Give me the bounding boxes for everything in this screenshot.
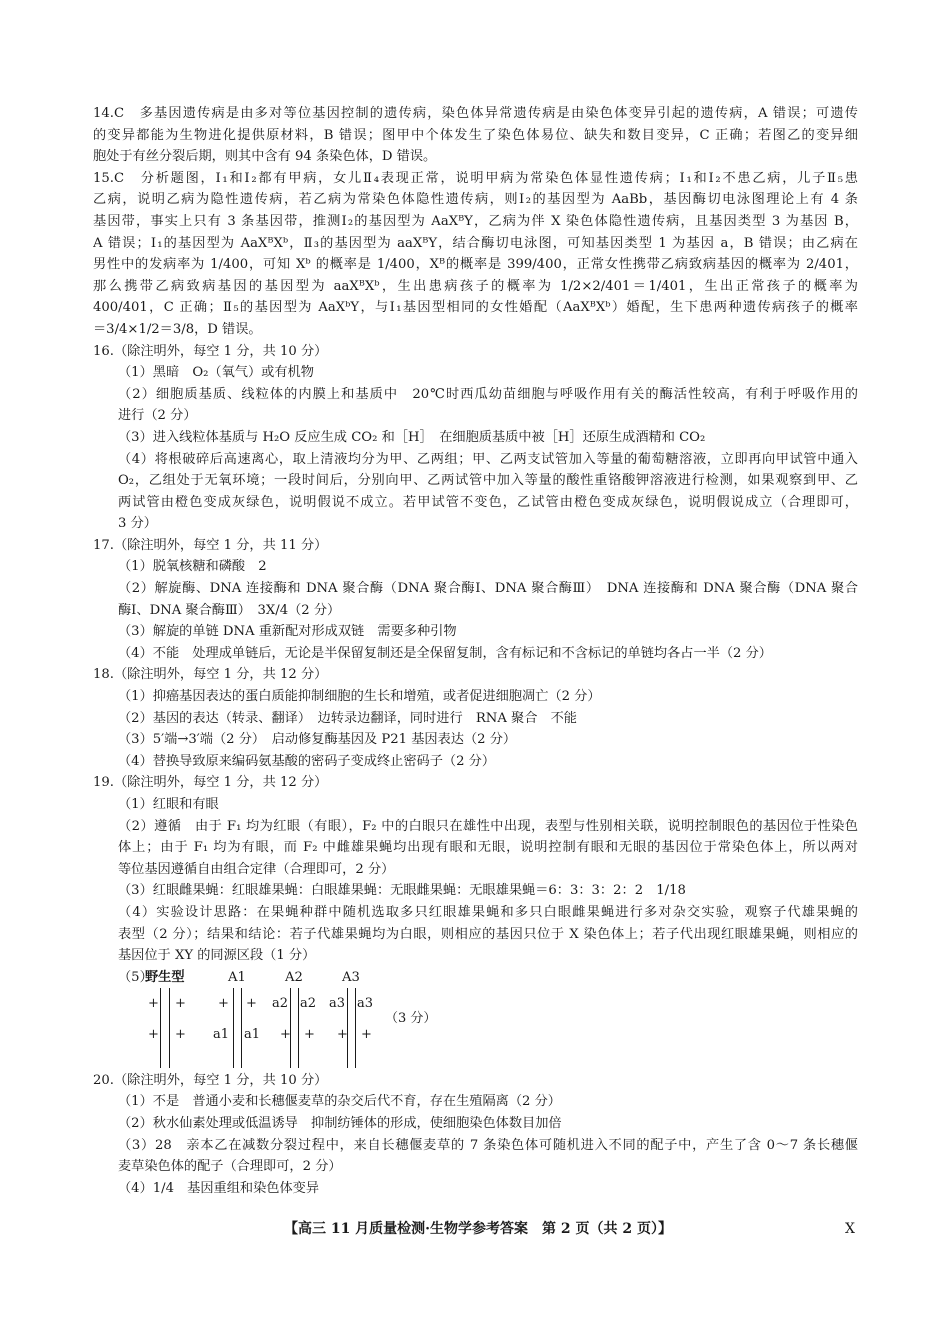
q19-item-5-number: （5） — [118, 969, 153, 985]
q15-line-1: 15.C 分析题图，Ⅰ₁和Ⅰ₂都有甲病，女儿Ⅱ₄表现正常，说明甲病为常染色体显性遗传病；Ⅰ₁和Ⅰ₂不患乙病，儿子Ⅱ₅患 — [93, 170, 858, 186]
q20-item-3: （3）28 亲本乙在减数分裂过程中，来自长穗偃麦草的 7 条染色体可随机进入不同的配子中，产生了含 0～7 条长穗偃 — [118, 1137, 858, 1153]
q19-item-2: （2）遵循 由于 F₁ 均为红眼（有眼），F₂ 中的白眼只在雄性中出现，表型与性别相关联，说明控制眼色的基因位于性染色 — [118, 818, 858, 834]
chromosome-line-wild-left — [160, 988, 161, 1068]
answer-18 — [93, 664, 858, 772]
chromosome-line-wild-right — [169, 988, 170, 1068]
q16-item-2: （2）细胞质基质、线粒体的内膜上和基质中 20℃时西瓜幼苗细胞与呼吸作用有关的酶活性较高，有利于呼吸作用的 — [118, 386, 858, 402]
allele-a3-bottom-right: + — [361, 1027, 372, 1043]
q17-item-4: （4）不能 处理成单链后，无论是半保留复制还是全保留复制，含有标记和不含标记的单链均各占一半（2 分） — [118, 645, 772, 661]
q17-item-3: （3）解旋的单链 DNA 重新配对形成双链 需要多种引物 — [118, 624, 457, 640]
q16-item-4-cont-3: 3 分） — [118, 516, 157, 532]
q17-item-2: （2）解旋酶、DNA 连接酶和 DNA 聚合酶（DNA 聚合酶Ⅰ、DNA 聚合酶Ⅲ） DNA 连接酶和 DNA 聚合酶（DNA 聚合 — [118, 581, 858, 597]
q15-line-6: 那么携带乙病致病基因的基因型为 aaXᴮXᵇ，生出患病孩子的概率为 1/2×2/401＝1/401，生出正常孩子的概率为 — [93, 278, 858, 294]
chromosome-diagram — [93, 988, 858, 1069]
q20-item-3-cont: 麦草染色体的配子（合理即可，2 分） — [118, 1159, 342, 1175]
q15-line-3: 基因带，事实上只有 3 条基因带，推测Ⅰ₂的基因型为 AaXᴮY，乙病为伴 X 染色体隐性遗传病，且基因类型 3 为基因 B， — [93, 213, 858, 229]
q19-item-5-score: （3 分） — [385, 1011, 437, 1027]
q19-item-3: （3）红眼雌果蝇：红眼雄果蝇：白眼雄果蝇：无眼雌果蝇：无眼雄果蝇＝6：3：3：2：2 1/18 — [118, 883, 686, 899]
q19-item-1: （1）红眼和有眼 — [118, 797, 219, 812]
q16-item-4-cont-2: 两试管由橙色变成灰绿色，说明假说不成立。若甲试管不变色，乙试管由橙色变成灰绿色，说明假说成立（合理即可， — [118, 494, 858, 510]
q14-line-1: 14.C 多基因遗传病是由多对等位基因控制的遗传病，染色体异常遗传病是由染色体变异引起的遗传病，A 错误；可遗传 — [93, 106, 858, 121]
q19-item-4-cont-1: 表型（2 分）；结果和结论：若子代雄果蝇均为白眼，则相应的基因只位于 X 染色体上；若子代出现红眼雄果蝇，则相应的 — [118, 926, 858, 942]
genotype-label-a3: A3 — [342, 969, 360, 985]
q17-item-2-cont: 酶Ⅰ、DNA 聚合酶Ⅲ） 3X/4（2 分） — [118, 602, 341, 618]
answer-19 — [93, 772, 858, 1069]
chromosome-line-a1-left — [233, 988, 234, 1068]
allele-a2-bottom-right: + — [304, 1027, 315, 1043]
answer-16 — [93, 341, 858, 535]
q15-line-7: 400/401，C 正确；Ⅱ₅的基因型为 AaXᵇY，与Ⅰ₁基因型相同的女性婚配（AaXᴮXᵇ）婚配，生下患两种遗传病孩子的概率 — [93, 300, 858, 316]
q15-line-8: ＝3/4×1/2＝3/8，D 错误。 — [93, 321, 262, 337]
q18-item-3: （3）5′端→3′端（2 分） 启动修复酶基因及 P21 基因表达（2 分） — [118, 732, 517, 748]
q18-header: 18.（除注明外，每空 1 分，共 12 分） — [93, 667, 328, 683]
allele-a2-top-right: a2 — [300, 996, 317, 1012]
answer-content — [93, 103, 858, 1199]
allele-wild-bottom-right: + — [175, 1027, 186, 1043]
q20-item-4: （4）1/4 基因重组和染色体变异 — [118, 1180, 320, 1196]
q15-line-4: A 错误；Ⅰ₁的基因型为 AaXᴮXᵇ，Ⅱ₃的基因型为 aaXᴮY，结合酶切电泳图，可知基因类型 1 为基因 a，B 错误；由乙病在 — [93, 235, 858, 251]
q16-header: 16.（除注明外，每空 1 分，共 10 分） — [93, 343, 328, 359]
genotype-label-a2: A2 — [285, 969, 303, 985]
q16-item-3: （3）进入线粒体基质与 H₂O 反应生成 CO₂ 和［H］ 在细胞质基质中被［H］还原生成酒精和 CO₂ — [118, 429, 706, 445]
allele-wild-bottom-left: + — [148, 1027, 159, 1043]
allele-a1-bottom-right: a1 — [244, 1027, 261, 1043]
q16-item-2-cont: 进行（2 分） — [118, 408, 197, 424]
allele-a3-top-right: a3 — [357, 996, 374, 1012]
allele-a1-bottom-left: a1 — [213, 1027, 230, 1043]
q19-item-5-labels — [93, 967, 858, 989]
q20-item-1: （1）不是 普通小麦和长穗偃麦草的杂交后代不育，存在生殖隔离（2 分） — [118, 1094, 561, 1110]
q15-line-5: 男性中的发病率为 1/400，可知 Xᵇ 的概率是 1/400，Xᴮ的概率是 399/400，正常女性携带乙病致病基因的概率为 2/401， — [93, 257, 858, 273]
q16-item-1: （1）黑暗 O₂（氧气）或有机物 — [118, 365, 314, 381]
q18-item-1: （1）抑癌基因表达的蛋白质能抑制细胞的生长和增殖，或者促进细胞凋亡（2 分） — [118, 689, 601, 705]
q15-line-2: 乙病，说明乙病为隐性遗传病，若乙病为常染色体隐性遗传病，则Ⅰ₂的基因型为 AaBb，基因酶切电泳图理论上有 4 条 — [93, 192, 858, 208]
q19-header: 19.（除注明外，每空 1 分，共 12 分） — [93, 775, 328, 791]
answer-17 — [93, 535, 858, 665]
q16-item-4-cont-1: O₂，乙组处于无氧环境；一段时间后，分别向甲、乙两试管中加入等量的酸性重铬酸钾溶液进行检测，如果观察到甲、乙 — [118, 473, 858, 489]
q19-item-4-cont-2: 基因位于 XY 的同源区段（1 分） — [118, 948, 316, 964]
answer-20 — [93, 1070, 858, 1200]
chromosome-line-a1-right — [241, 988, 242, 1068]
answer-15 — [93, 168, 858, 341]
allele-a1-top-right: + — [246, 996, 257, 1012]
q19-item-4: （4）实验设计思路：在果蝇种群中随机选取多只红眼雄果蝇和多只白眼雌果蝇进行多对杂交实验，观察子代雄果蝇的 — [118, 904, 858, 920]
page-footer: 【高三 11 月质量检测·生物学参考答案 第 2 页（共 2 页）】 — [283, 1221, 673, 1237]
allele-a3-top-left: a3 — [329, 996, 346, 1012]
genotype-label-a1: A1 — [228, 969, 246, 985]
q20-item-2: （2）秋水仙素处理或低温诱导 抑制纺锤体的形成，使细胞染色体数目加倍 — [118, 1115, 562, 1131]
version-code: X — [845, 1221, 855, 1237]
allele-a3-bottom-left: + — [337, 1027, 348, 1043]
q18-item-2: （2）基因的表达（转录、翻译） 边转录边翻译，同时进行 RNA 聚合 不能 — [118, 710, 577, 726]
q14-line-3: 胞处于有丝分裂后期，则其中含有 94 条染色体，D 错误。 — [93, 149, 437, 165]
allele-wild-top-right: + — [175, 996, 186, 1012]
q20-header: 20.（除注明外，每空 1 分，共 10 分） — [93, 1072, 328, 1088]
q18-item-4: （4）替换导致原来编码氨基酸的密码子变成终止密码子（2 分） — [118, 753, 496, 769]
genotype-label-wild: 野生型 — [145, 969, 185, 985]
answer-14 — [93, 103, 858, 168]
q14-line-2: 的变异都能为生物进化提供原材料，B 错误；图甲中个体发生了染色体易位、缺失和数目变异，C 正确；若图乙的变异细 — [93, 127, 858, 143]
q19-item-2-cont-2: 等位基因遵循自由组合定律（合理即可，2 分） — [118, 861, 395, 877]
q16-item-4: （4）将根破碎后高速离心，取上清液均分为甲、乙两组；甲、乙两支试管加入等量的葡萄糖溶液，立即再向甲试管中通入 — [118, 451, 858, 467]
allele-a2-bottom-left: + — [280, 1027, 291, 1043]
q19-item-2-cont-1: 体上；由于 F₁ 均为有眼，而 F₂ 中雌雄果蝇均出现有眼和无眼，说明控制有眼和无眼的基因位于常染色体上，所以两对 — [118, 840, 858, 856]
q17-item-1: （1）脱氧核糖和磷酸 2 — [118, 559, 267, 575]
allele-wild-top-left: + — [148, 996, 159, 1012]
q17-header: 17.（除注明外，每空 1 分，共 11 分） — [93, 537, 328, 553]
allele-a1-top-left: + — [218, 996, 229, 1012]
allele-a2-top-left: a2 — [272, 996, 289, 1012]
